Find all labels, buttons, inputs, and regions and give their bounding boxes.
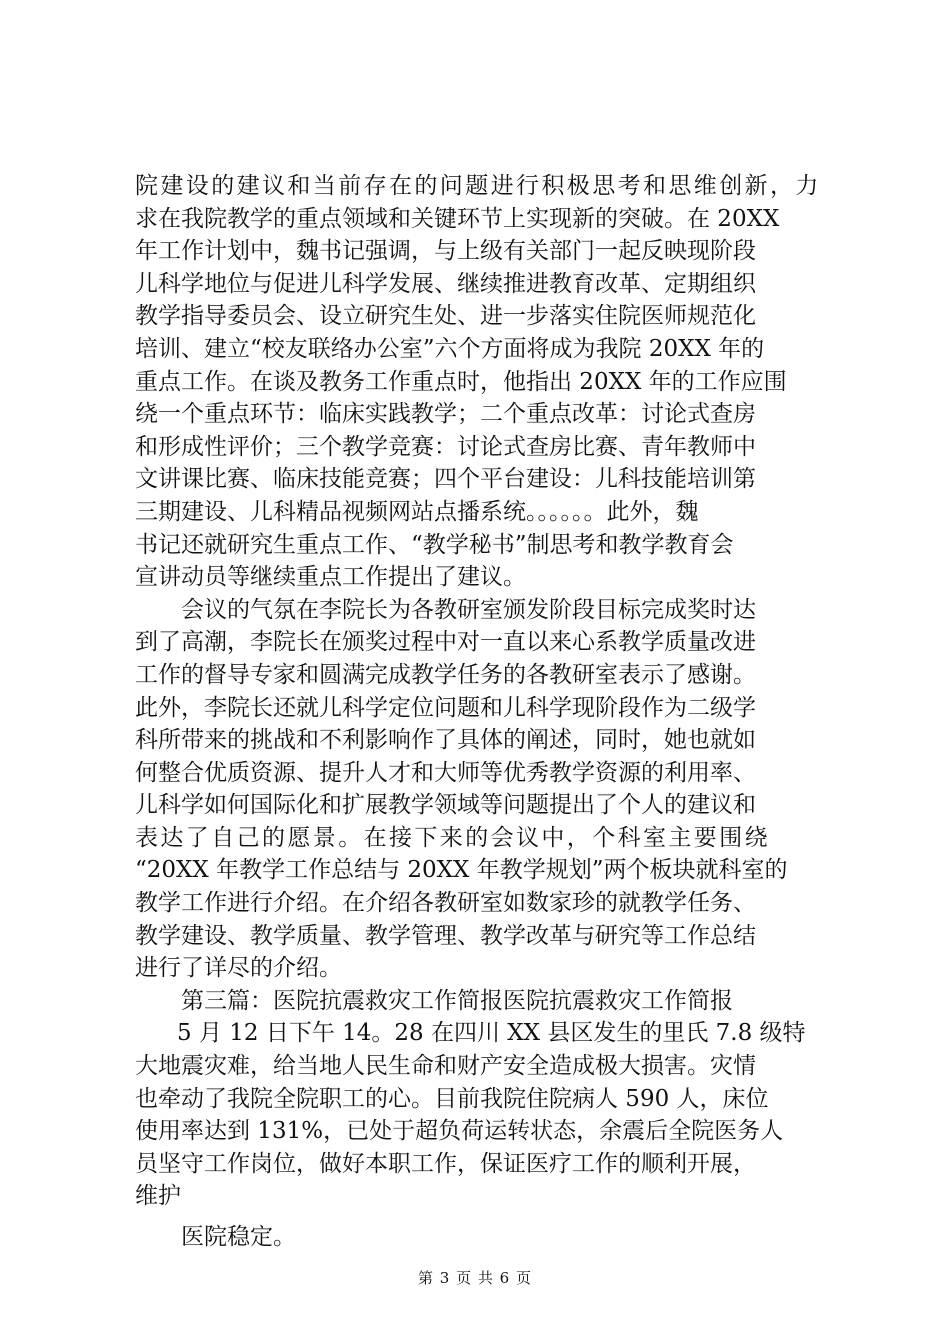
text-line: 教学工作进行介绍。在介绍各教研室如数家珍的就教学任务、: [135, 890, 756, 917]
text-line: 院建设的建议和当前存在的问题进行积极思考和思维创新，力: [135, 173, 821, 199]
text-line: 5 月 12 日下午 14。28 在四川 XX 县区发生的里氏 7.8 级特: [177, 1020, 806, 1047]
text-line: 科所带来的挑战和不利影响作了具体的阐述，同时，她也就如: [135, 727, 756, 754]
text-line: 也牵动了我院全院职工的心。目前我院住院病人 590 人，床位: [135, 1085, 769, 1112]
text-line: 文讲课比赛、临床技能竞赛；四个平台建设：儿科技能培训第: [135, 466, 756, 493]
section-heading: 第三篇：医院抗震救灾工作简报医院抗震救灾工作简报: [181, 987, 733, 1014]
text-line: 何整合优质资源、提升人才和大师等优秀教学资源的利用率、: [135, 759, 756, 786]
page-number-footer: 第 3 页 共 6 页: [418, 1269, 532, 1287]
text-line: 教学指导委员会、设立研究生处、进一步落实住院医师规范化: [135, 303, 756, 330]
text-line: 大地震灾难，给当地人民生命和财产安全造成极大损害。灾情: [135, 1053, 756, 1080]
text-line: 重点工作。在谈及教务工作重点时，他指出 20XX 年的工作应围: [135, 368, 787, 395]
text-line: 工作的督导专家和圆满完成教学任务的各教研室表示了感谢。: [135, 661, 756, 688]
text-line: 进行了详尽的介绍。: [135, 955, 342, 982]
text-line: 使用率达到 131%，已处于超负荷运转状态，余震后全院医务人: [135, 1118, 784, 1145]
text-line: 表达了自己的愿景。在接下来的会议中，个科室主要围绕: [135, 824, 770, 851]
text-line: 求在我院教学的重点领域和关键环节上实现新的突破。在 20XX: [135, 205, 780, 232]
text-line: 书记还就研究生重点工作、“教学秘书”制思考和教学教育会: [135, 531, 734, 558]
text-line: 儿科学如何国际化和扩展教学领域等问题提出了个人的建议和: [135, 792, 756, 819]
text-line: 此外，李院长还就儿科学定位问题和儿科学现阶段作为二级学: [135, 694, 756, 721]
text-line: 年工作计划中，魏书记强调，与上级有关部门一起反映现阶段: [135, 238, 756, 265]
text-line: 会议的气氛在李院长为各教研室颁发阶段目标完成奖时达: [181, 596, 756, 623]
text-line: 宣讲动员等继续重点工作提出了建议。: [135, 564, 526, 591]
text-line: 培训、建立“校友联络办公室”六个方面将成为我院 20XX 年的: [135, 335, 765, 362]
text-line: 绕一个重点环节：临床实践教学；二个重点改革：讨论式查房: [135, 401, 756, 428]
text-line: 教学建设、教学质量、教学管理、教学改革与研究等工作总结: [135, 922, 756, 949]
text-line: 到了高潮，李院长在颁奖过程中对一直以来心系教学质量改进: [135, 629, 756, 656]
text-line: 员坚守工作岗位，做好本职工作，保证医疗工作的顺利开展，: [135, 1150, 756, 1177]
text-line: “20XX 年教学工作总结与 20XX 年教学规划”两个板块就科室的: [135, 857, 788, 884]
text-line: 儿科学地位与促进儿科学发展、继续推进教育改革、定期组织: [135, 270, 756, 297]
text-line: 医院稳定。: [181, 1224, 296, 1250]
document-body: [135, 170, 830, 1254]
text-line: 三期建设、儿科精品视频网站点播系统。。。。。。此外，魏: [135, 498, 699, 525]
text-line: 和形成性评价；三个教学竞赛：讨论式查房比赛、青年教师中: [135, 433, 756, 460]
text-line: 维护: [135, 1183, 181, 1210]
